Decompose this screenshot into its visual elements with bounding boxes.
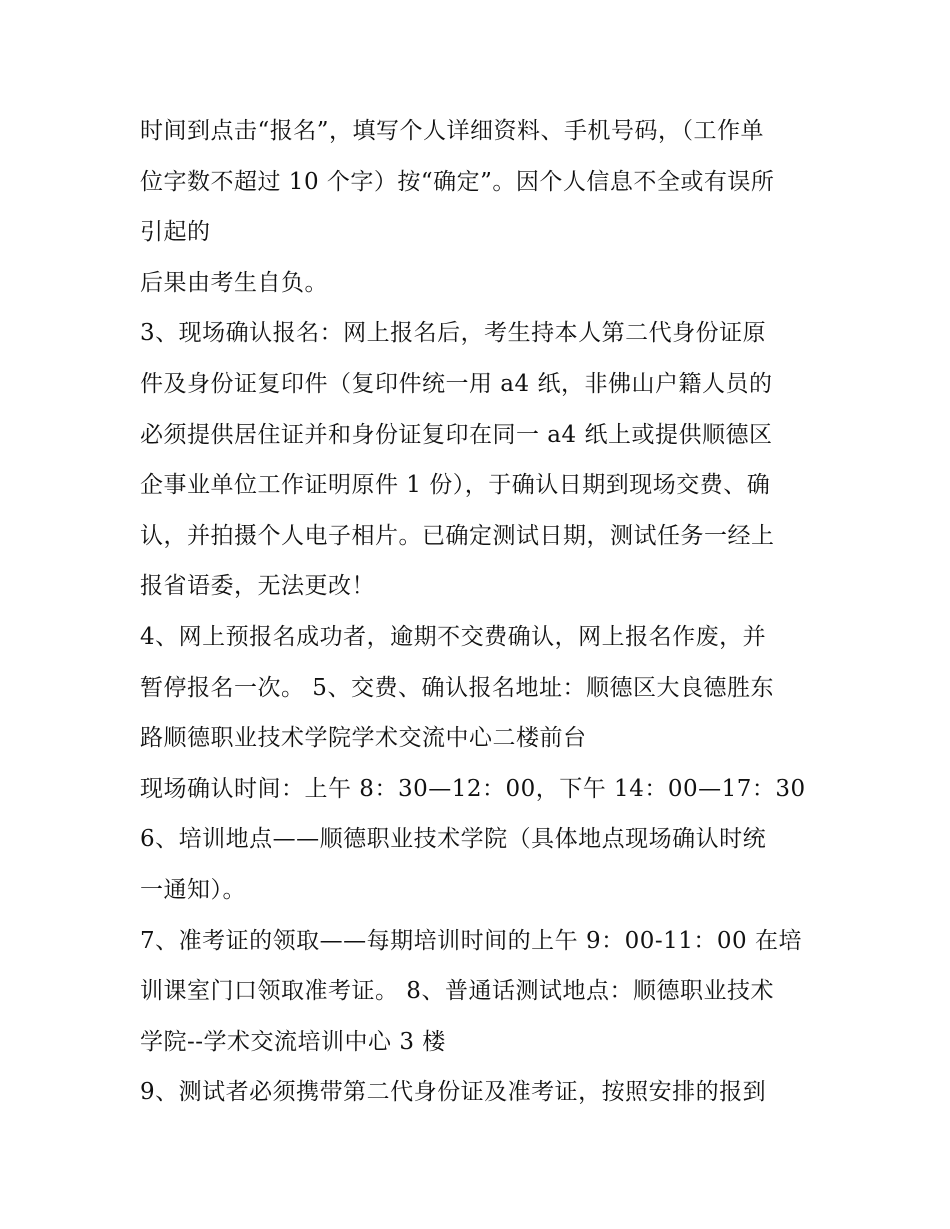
text-line: 一通知）。	[140, 876, 246, 903]
text-line: 7、准考证的领取——每期培训时间的上午 9：00-11：00 在培	[140, 927, 802, 954]
text-line: 9、测试者必须携带第二代身份证及准考证，按照安排的报到	[140, 1079, 767, 1106]
text-line: 6、培训地点——顺德职业技术学院（具体地点现场确认时统	[140, 826, 767, 853]
document-body	[140, 106, 820, 1118]
text-line: 件及身份证复印件（复印件统一用 a4 纸，非佛山户籍人员的	[140, 370, 773, 397]
text-line: 必须提供居住证并和身份证复印在同一 a4 纸上或提供顺德区	[140, 421, 773, 448]
text-line: 认，并拍摄个人电子相片。已确定测试日期，测试任务一经上	[140, 522, 775, 549]
text-line: 训课室门口领取准考证。 8、普通话测试地点：顺德职业技术	[140, 978, 774, 1005]
text-line: 暂停报名一次。 5、交费、确认报名地址：顺德区大良德胜东	[140, 674, 774, 701]
text-line: 报省语委，无法更改！	[140, 573, 375, 600]
text-line: 时间到点击“报名”，填写个人详细资料、手机号码，（工作单	[140, 118, 765, 144]
text-line: 学院--学术交流培训中心 3 楼	[140, 1028, 446, 1055]
text-line: 引起的	[140, 219, 211, 246]
text-line: 现场确认时间：上午 8：30—12：00，下午 14：00—17：30	[140, 775, 806, 802]
text-line: 企事业单位工作证明原件 1 份），于确认日期到现场交费、确	[140, 472, 771, 499]
text-line: 路顺德职业技术学院学术交流中心二楼前台	[140, 725, 587, 752]
text-line: 4、网上预报名成功者，逾期不交费确认，网上报名作废，并	[140, 623, 767, 650]
text-line: 3、现场确认报名：网上报名后，考生持本人第二代身份证原	[140, 320, 767, 347]
text-line: 位字数不超过 10 个字）按“确定”。因个人信息不全或有误所	[140, 168, 775, 195]
text-line: 后果由考生自负。	[140, 269, 328, 296]
